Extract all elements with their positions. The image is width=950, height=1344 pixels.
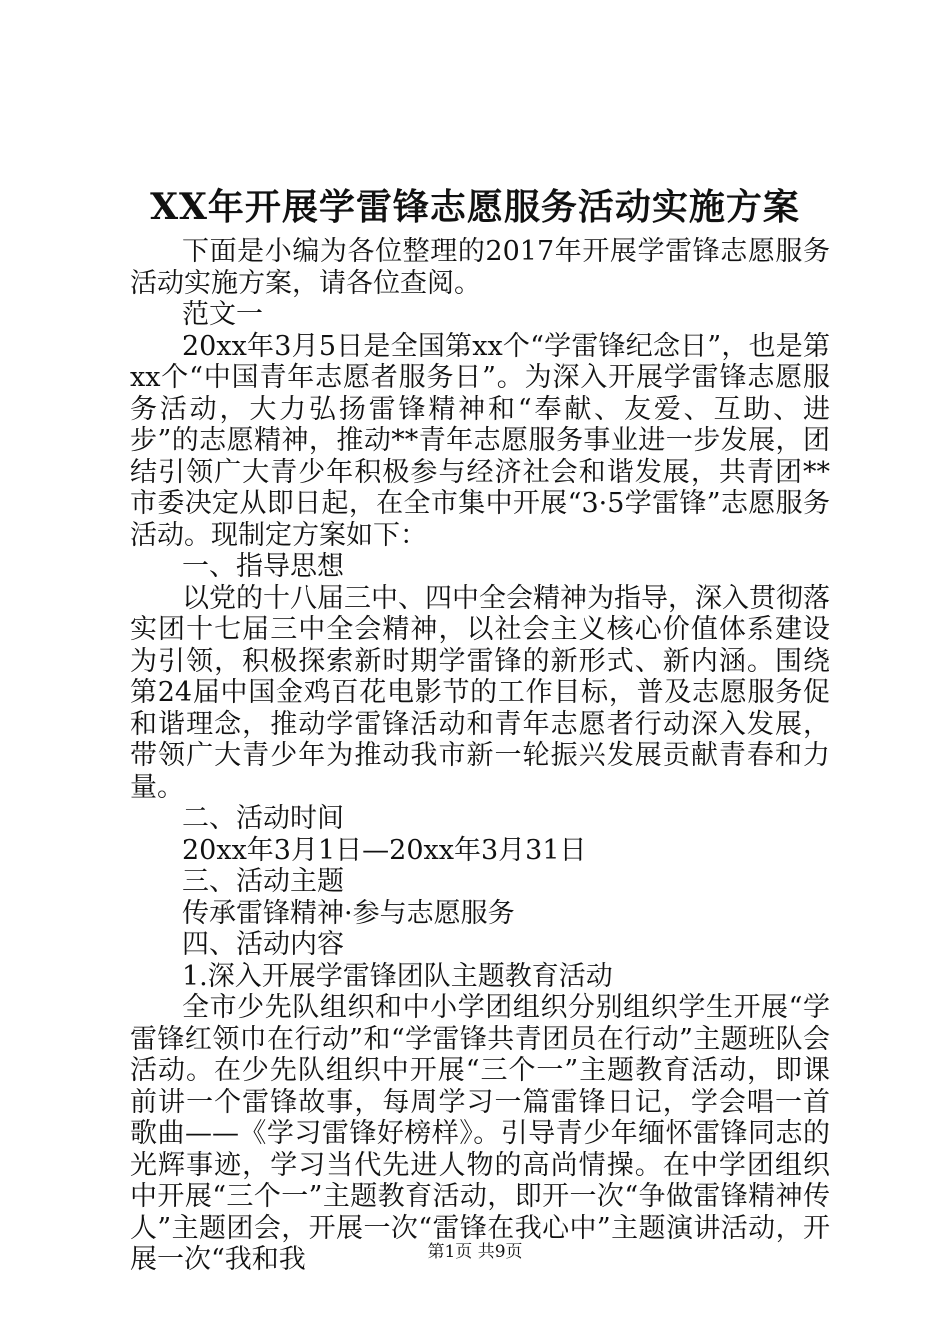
section-heading-activity-theme: 三、活动主题 <box>182 866 344 897</box>
document-body <box>130 236 830 1276</box>
document-title: XX年开展学雷锋志愿服务活动实施方案 <box>150 186 800 228</box>
paragraph-guiding-ideology: 以党的十八届三中、四中全会精神为指导，深入贯彻落实团十七届三中全会精神，以社会主义核心价值体系建设为引领，积极探索新时期学雷锋的新形式、新内涵。围绕第24届中国金鸡百花电影节的工作目标，普及志愿服务促和谐理念，推动学雷锋活动和青年志愿者行动深入发展，带领广大青少年为推动我市新一轮振兴发展贡献青春和力量。 <box>130 582 830 803</box>
section-heading-activity-time: 二、活动时间 <box>182 803 344 834</box>
section-heading-activity-content: 四、活动内容 <box>182 929 344 960</box>
paragraph-sample-label: 范文一 <box>182 299 263 330</box>
subheading-theme-education: 1.深入开展学雷锋团队主题教育活动 <box>182 960 613 992</box>
section-heading-guiding-ideology: 一、指导思想 <box>182 551 344 582</box>
paragraph-theme-education: 全市少先队组织和中小学团组织分别组织学生开展“学雷锋红领巾在行动”和“学雷锋共青团员在行动”主题班队会活动。在少先队组织中开展“三个一”主题教育活动，即课前讲一个雷锋故事，每周学习一篇雷锋日记，学会唱一首歌曲——《学习雷锋好榜样》。引导青少年缅怀雷锋同志的光辉事迹，学习当代先进人物的高尚情操。在中学团组织中开展“三个一”主题教育活动，即开一次“争做雷锋精神传人”主题团会，开展一次“雷锋在我心中”主题演讲活动，开展一次“我和我 <box>130 992 830 1275</box>
paragraph-background: 20xx年3月5日是全国第xx个“学雷锋纪念日”，也是第xx个“中国青年志愿者服务日”。为深入开展学雷锋志愿服务活动，大力弘扬雷锋精神和“奉献、友爱、互助、进步”的志愿精神，推动**青年志愿服务事业进一步发展，团结引领广大青少年积极参与经济社会和谐发展，共青团**市委决定从即日起，在全市集中开展“3·5学雷锋”志愿服务活动。现制定方案如下： <box>130 330 830 551</box>
paragraph-activity-theme: 传承雷锋精神·参与志愿服务 <box>182 897 515 929</box>
page-number-footer: 第1页 共9页 <box>427 1242 523 1262</box>
paragraph-activity-time: 20xx年3月1日—20xx年3月31日 <box>182 834 587 866</box>
paragraph-intro: 下面是小编为各位整理的2017年开展学雷锋志愿服务活动实施方案，请各位查阅。 <box>130 236 830 299</box>
